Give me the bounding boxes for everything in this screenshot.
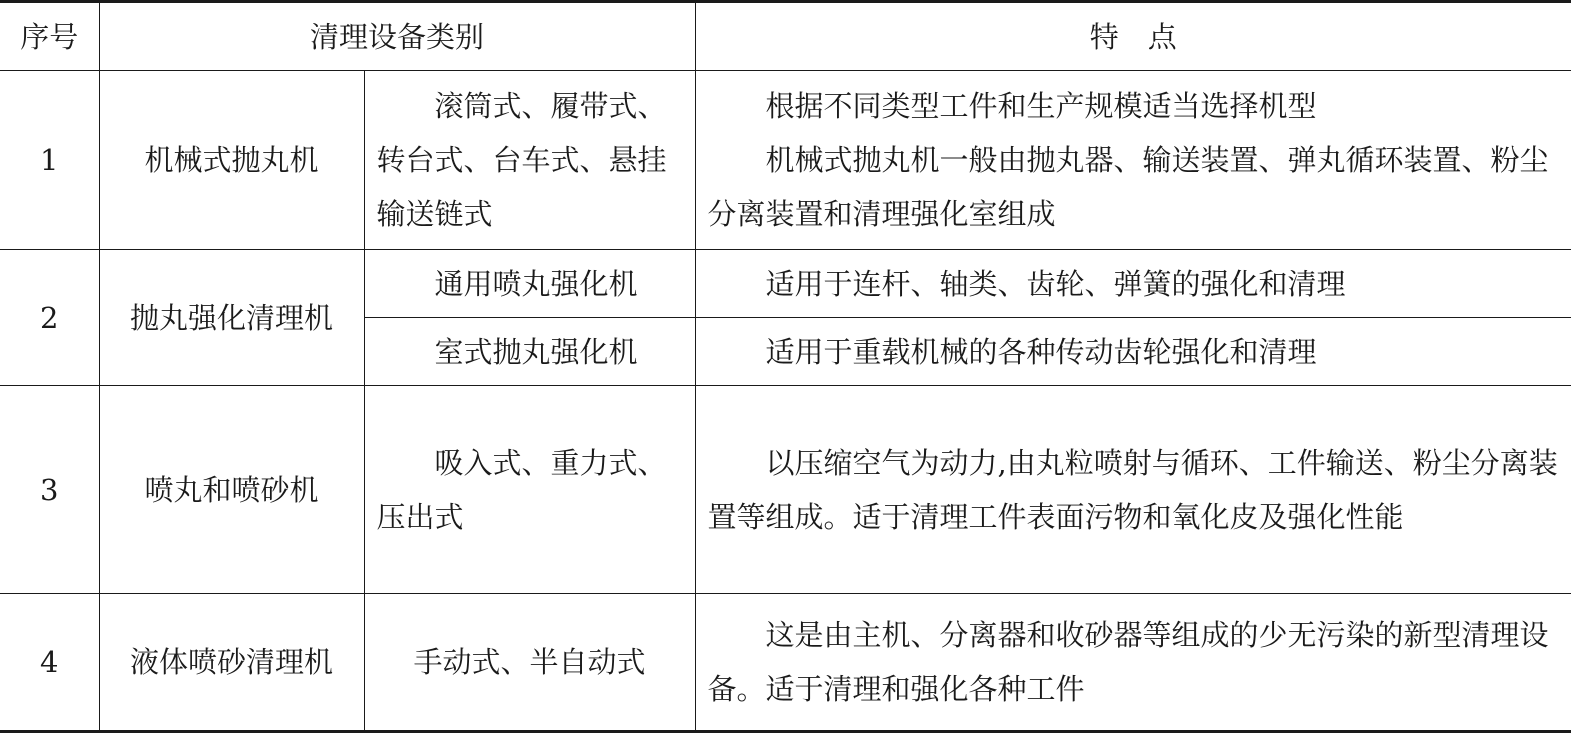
header-index: 序号 [0,2,99,71]
row-subtype: 吸入式、重力式、压出式 [364,386,695,593]
row-index: 4 [0,593,99,731]
row-subtype: 滚筒式、履带式、转台式、台车式、悬挂输送链式 [364,71,695,250]
row-features-paragraph: 机械式抛丸机一般由抛丸器、输送装置、弹丸循环装置、粉尘分离装置和清理强化室组成 [707,143,1549,232]
table-row [0,593,1571,731]
row-features: 这是由主机、分离器和收砂器等组成的少无污染的新型清理设备。适于清理和强化各种工件 [695,593,1571,731]
row-index: 1 [0,71,99,250]
row-subtype: 通用喷丸强化机 [364,250,695,318]
row-subtype: 手动式、半自动式 [364,593,695,731]
row-subtype: 室式抛丸强化机 [364,318,695,386]
row-features: 适用于重载机械的各种传动齿轮强化和清理 [695,318,1571,386]
row-features: 适用于连杆、轴类、齿轮、弹簧的强化和清理 [695,250,1571,318]
row-category: 抛丸强化清理机 [99,250,364,386]
header-features: 特 点 [695,2,1571,71]
row-category: 机械式抛丸机 [99,71,364,250]
header-row [0,2,1571,71]
row-index: 2 [0,250,99,386]
row-features-paragraph: 根据不同类型工件和生产规模适当选择机型 [765,89,1317,124]
row-features: 以压缩空气为动力,由丸粒喷射与循环、工件输送、粉尘分离装置等组成。适于清理工件表面污物和氧化皮及强化性能 [695,386,1571,593]
row-category: 液体喷砂清理机 [99,593,364,731]
row-index: 3 [0,386,99,593]
table-row [0,386,1571,593]
row-category: 喷丸和喷砂机 [99,386,364,593]
row-features [695,71,1571,250]
table-row [0,71,1571,250]
header-category: 清理设备类别 [99,2,695,71]
table-row [0,250,1571,318]
